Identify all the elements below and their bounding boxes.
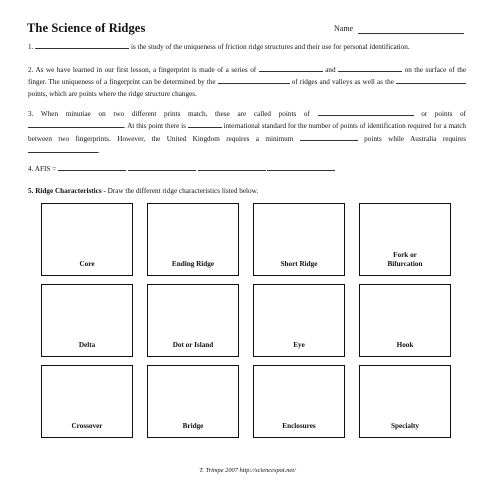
- question-1: [28, 41, 466, 53]
- q2-text-e: points, which are points where the ridge structure changes.: [28, 89, 197, 98]
- q4-blank-3[interactable]: [198, 163, 266, 171]
- drawing-box-fork-or-bifurcation[interactable]: [359, 203, 451, 276]
- q3-blank-5[interactable]: [28, 145, 100, 156]
- box-label: Bridge: [182, 421, 204, 430]
- q4-blank-2[interactable]: [128, 163, 196, 171]
- q1-blank[interactable]: [35, 41, 129, 49]
- q1-number: 1.: [28, 43, 34, 51]
- q3-text-f: .: [98, 147, 100, 156]
- name-label: Name: [334, 24, 354, 33]
- drawing-box-hook[interactable]: [359, 284, 451, 357]
- q2-blank-3[interactable]: [218, 76, 290, 84]
- box-label: Hook: [396, 340, 414, 349]
- q3-blank-4[interactable]: [300, 133, 358, 141]
- drawing-box-bridge[interactable]: [147, 365, 239, 438]
- box-label: Short Ridge: [280, 259, 318, 268]
- box-label: Eye: [293, 340, 305, 349]
- box-label: Crossover: [71, 421, 103, 430]
- name-field-line[interactable]: [358, 33, 464, 34]
- box-label: Ending Ridge: [171, 259, 215, 268]
- q2-blank-1[interactable]: [259, 64, 323, 72]
- q3-blank-1[interactable]: [318, 108, 414, 116]
- box-label: Core: [79, 259, 95, 268]
- q3-text-d: international standard for the number of points of identification required for a match between two fingerprints. However, the United Kingdom requires a minimum: [28, 122, 467, 143]
- section-5-heading: [28, 187, 258, 195]
- q4-blank-1[interactable]: [58, 163, 126, 171]
- box-label: Enclosures: [282, 421, 316, 430]
- q2-blank-2[interactable]: [338, 64, 402, 72]
- q1-text: is the study of the uniqueness of friction ridge structures and their use for personal identification.: [130, 43, 410, 51]
- question-4: [28, 163, 466, 175]
- drawing-box-dot-or-island[interactable]: [147, 284, 239, 357]
- footer-credit: T. Trimpe 2007 http://sciencespot.net/: [199, 467, 296, 474]
- q2-text-b: and: [325, 66, 336, 74]
- q3-blank-3[interactable]: [188, 120, 222, 128]
- box-label: Fork or Bifurcation: [387, 251, 423, 268]
- question-2: [28, 64, 466, 100]
- box-label: Delta: [78, 340, 96, 349]
- drawing-box-crossover[interactable]: [41, 365, 133, 438]
- drawing-box-short-ridge[interactable]: [253, 203, 345, 276]
- q2-text-a: 2. As we have learned in our first lesson, a fingerprint is made of a series of: [28, 66, 257, 74]
- drawing-box-enclosures[interactable]: [253, 365, 345, 438]
- q3-blank-2[interactable]: [28, 120, 124, 128]
- drawing-box-ending-ridge[interactable]: [147, 203, 239, 276]
- box-label: Specialty: [391, 421, 419, 430]
- drawing-box-delta[interactable]: [41, 284, 133, 357]
- q2-blank-4[interactable]: [396, 76, 466, 84]
- drawing-box-core[interactable]: [41, 203, 133, 276]
- drawing-box-specialty[interactable]: [359, 365, 451, 438]
- q3-text-e: points while Australia requires: [364, 134, 467, 143]
- q2-text-c: on the surface of the finger. The uniqueness of a fingerprint can be determined by the: [28, 66, 467, 87]
- box-label: Dot or Island: [172, 340, 214, 349]
- q3-text-b: or points of: [421, 110, 467, 118]
- q3-text-c: . At this point there is: [124, 122, 186, 131]
- q2-text-d: of ridges and valleys as well as the: [291, 78, 394, 87]
- question-3: [28, 108, 466, 158]
- section-5-title: 5. Ridge Characteristics -: [28, 187, 106, 195]
- q3-text-a: 3. When minutiae on two different prints match, these are called points of: [28, 110, 310, 118]
- section-5-instructions: Draw the different ridge characteristics listed below.: [107, 187, 259, 195]
- drawing-box-eye[interactable]: [253, 284, 345, 357]
- worksheet-title: The Science of Ridges: [27, 21, 146, 35]
- q4-blank-4[interactable]: [267, 163, 335, 171]
- q4-label: 4. AFIS =: [28, 165, 57, 173]
